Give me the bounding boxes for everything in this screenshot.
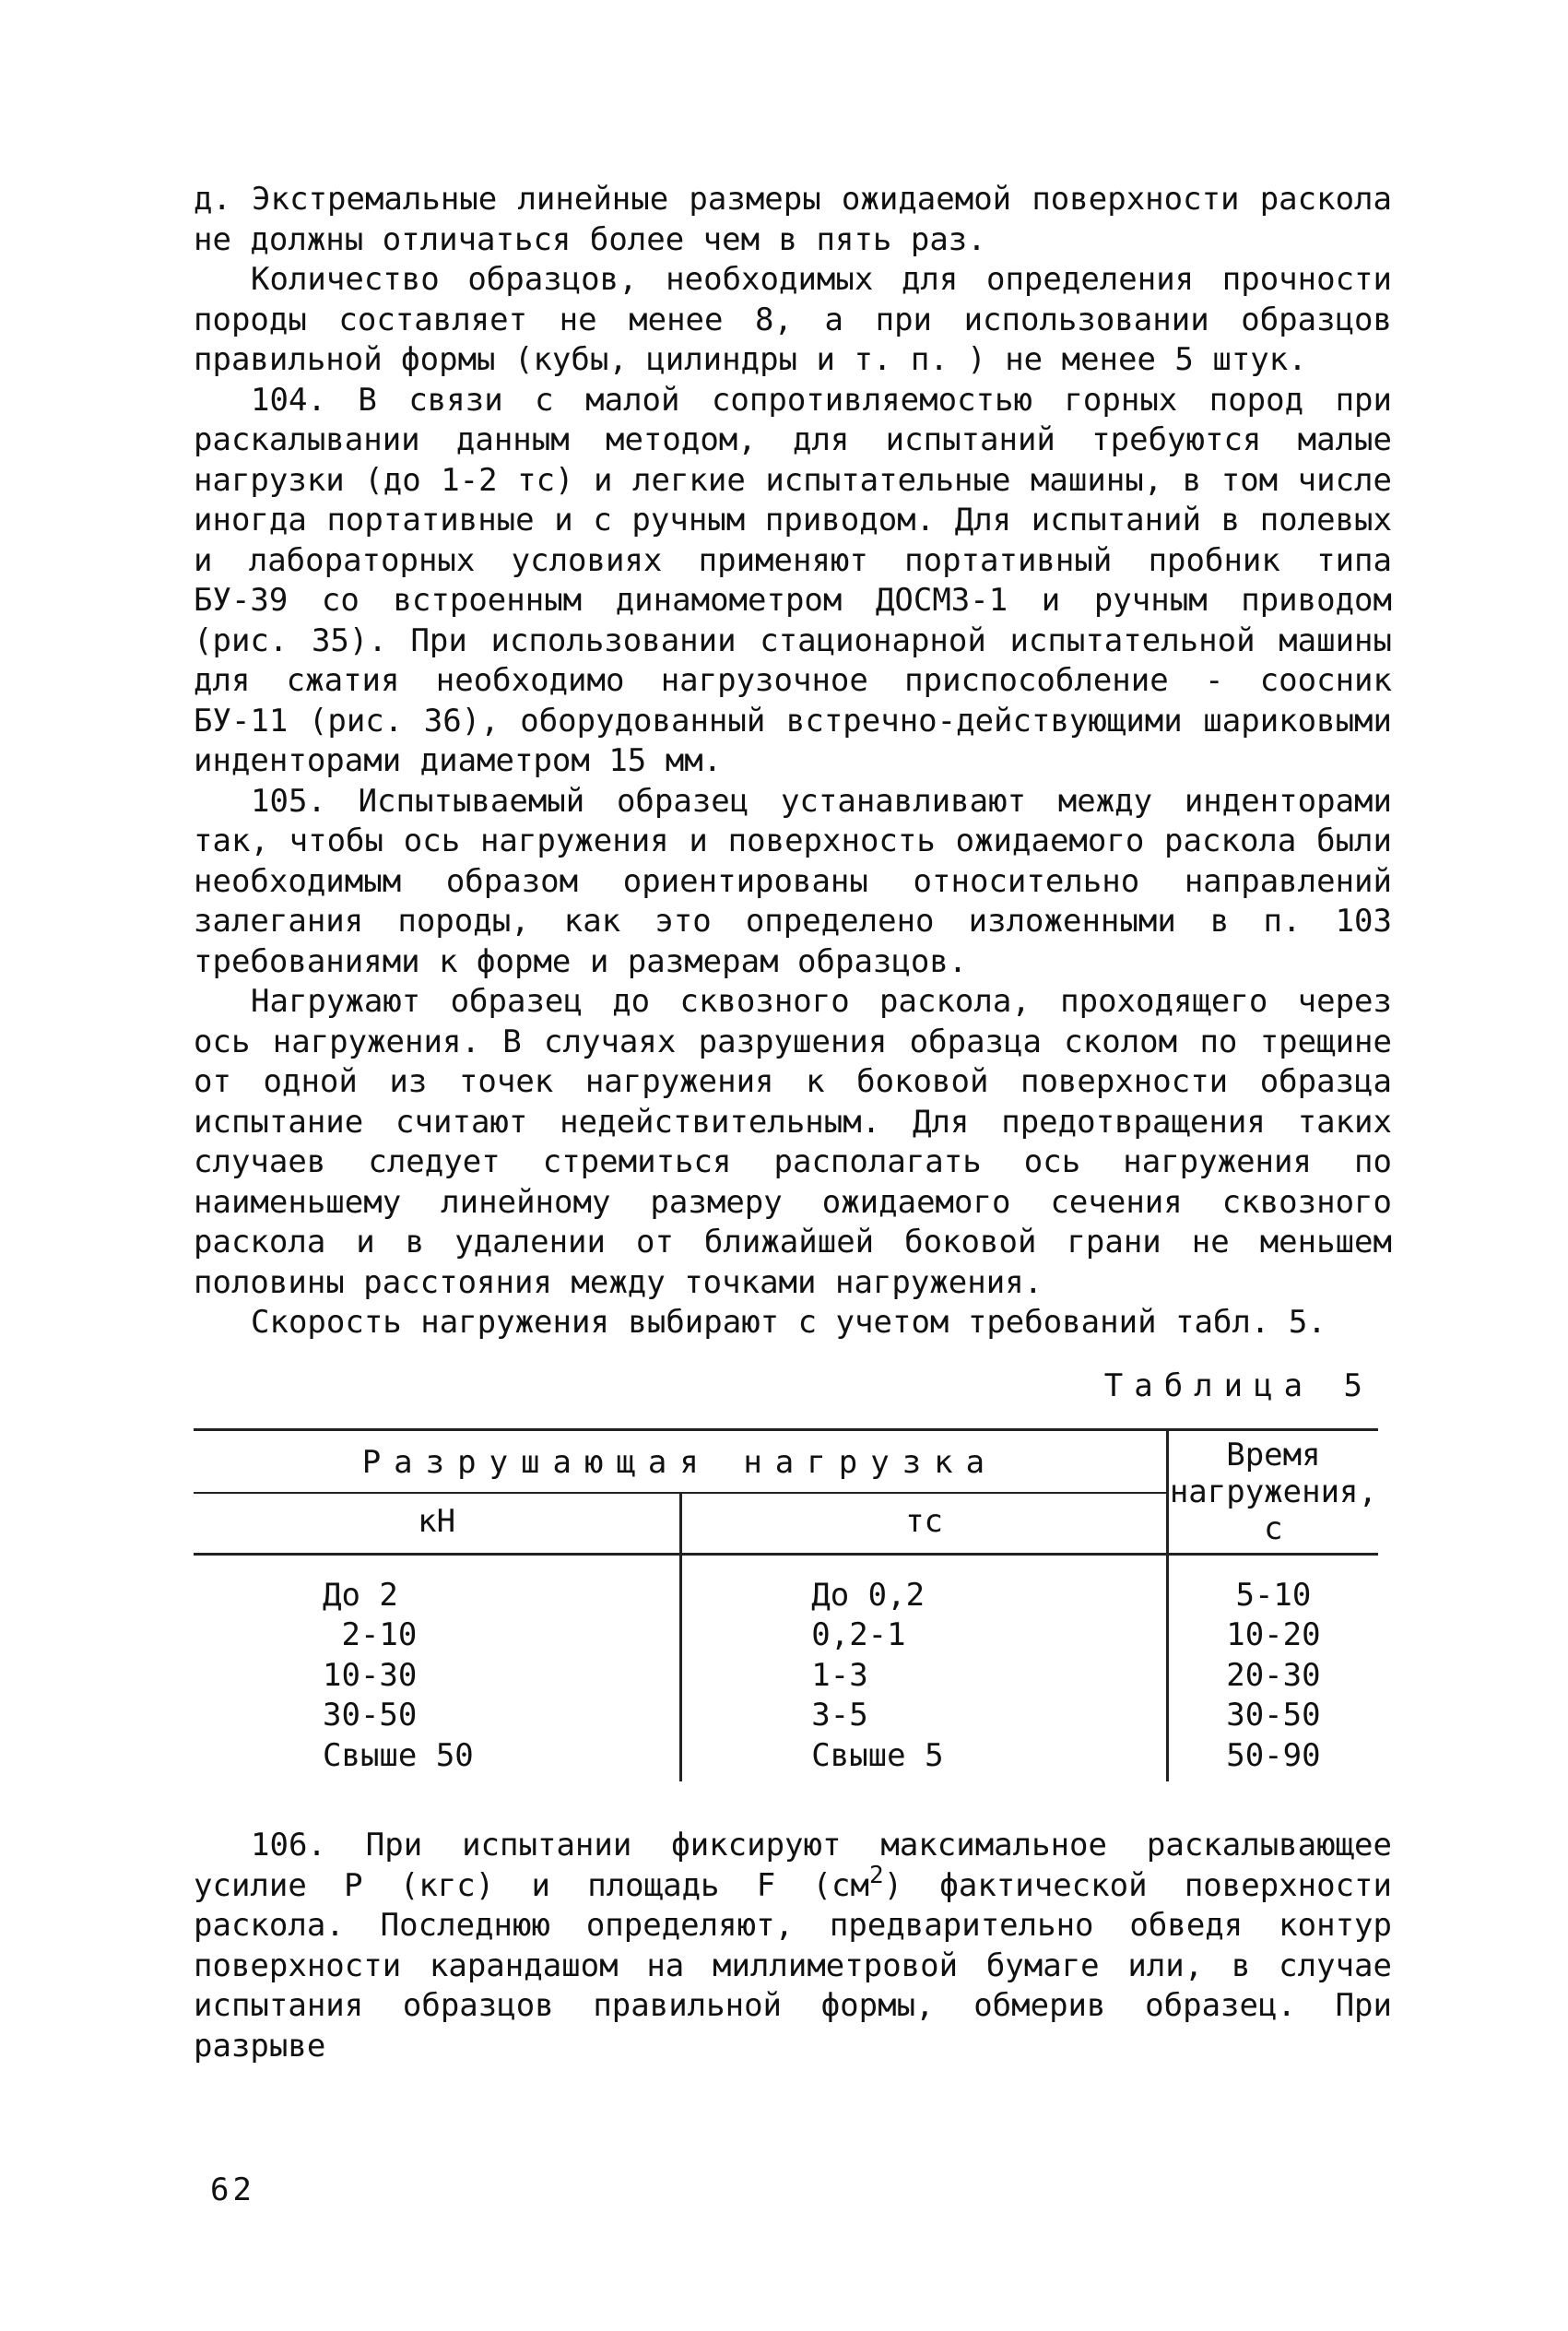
paragraph-d: д. Экстремальные линейные размеры ожидаемой поверхности раскола не должны отличаться более чем в пять раз.: [194, 181, 1392, 258]
cell-kn: 10-30: [323, 1656, 418, 1694]
table-5: [194, 1428, 1378, 1782]
cell-time: 5-10: [1235, 1576, 1312, 1614]
cell-tc: 3-5: [811, 1697, 868, 1733]
paragraph-106-part1: 106. При испытании фиксируют максимальное раскалывающее усилие Р (кгс) и площадь F (см: [194, 1827, 1392, 1904]
table-caption: Таблица 5: [1103, 1367, 1373, 1404]
column-tc: [681, 1554, 1168, 1781]
cell-tc: До 0,2: [811, 1576, 925, 1614]
paragraph-106: [194, 1826, 1392, 2066]
cell-time: 20-30: [1226, 1656, 1321, 1694]
paragraph-speed: Скорость нагружения выбирают с учетом требований табл. 5.: [251, 1304, 1326, 1341]
cell-tc: 1-3: [811, 1656, 868, 1694]
cell-time: 50-90: [1226, 1736, 1321, 1774]
paragraph-sample-count: Количество образцов, необходимых для определения прочности породы составляет не менее 8, а при использовании образцов правильной формы (кубы, цилиндры и т. п. ) не менее 5 штук.: [194, 261, 1392, 378]
paragraph-104: 104. В связи с малой сопротивляемостью горных пород при раскалывании данным методом, для испытаний требуются малые нагрузки (до 1-2 тс) и легкие испытательные машины, в том числе иногда портативные и с ручным приводом. Для испытаний в полевых и лабораторных условиях применяют портативный пробник типа БУ-39 со встроенным динамометром ДОСМЗ-1 и ручным приводом (рис. 35). При использовании стационарной испытательной машины для сжатия необходимо нагрузочное приспособление - соосник БУ-11 (рис. 36), оборудованный встречно-действующими шариковыми инденторами диаметром 15 мм.: [194, 381, 1392, 779]
paragraph-loading: Нагружают образец до сквозного раскола, проходящего через ось нагружения. В случаях разрушения образца сколом по трещине от одной из точек нагружения к боковой поверхности образца испытание считают недействительным. Для предотвращения таких случаев следует стремиться располагать ось нагружения по наименьшему линейному размеру ожидаемого сечения сквозного раскола и в удалении от ближайшей боковой грани не меньшем половины расстояния между точками нагружения.: [194, 983, 1392, 1301]
cell-kn: До 2: [323, 1576, 398, 1614]
column-kn: [194, 1554, 681, 1781]
paragraph-105: 105. Испытываемый образец устанавливают между инденторами так, чтобы ось нагружения и поверхность ожидаемого раскола были необходимым образом ориентированы относительно направлений залегания породы, как это определено изложенными в п. 103 требованиями к форме и размерам образцов.: [194, 782, 1392, 980]
cell-time: 30-50: [1226, 1697, 1321, 1733]
header-loading-time: Время нагружения, с: [1167, 1429, 1378, 1554]
header-breaking-load: Разрушающая нагрузка: [194, 1429, 1167, 1493]
cell-kn: Свыше 50: [323, 1736, 474, 1774]
cell-kn: 30-50: [323, 1697, 418, 1733]
column-time: [1167, 1554, 1378, 1781]
page-content: [194, 180, 1392, 2066]
page-number: 62: [210, 2171, 255, 2208]
cell-tc: Свыше 5: [811, 1736, 944, 1774]
superscript-2: 2: [868, 1861, 884, 1889]
header-unit-kn: кН: [194, 1493, 681, 1555]
cell-kn: 2-10: [323, 1616, 418, 1653]
header-unit-tc: тс: [681, 1493, 1168, 1555]
cell-tc: 0,2-1: [811, 1616, 906, 1653]
paragraph-106-part2: ) фактической поверхности раскола. Последнюю определяют, предварительно обведя контур поверхности карандашом на миллиметровой бумаге или, в случае испытания образцов правильной формы, обмерив образец. При разрыве: [194, 1866, 1392, 2065]
cell-time: 10-20: [1226, 1616, 1321, 1653]
